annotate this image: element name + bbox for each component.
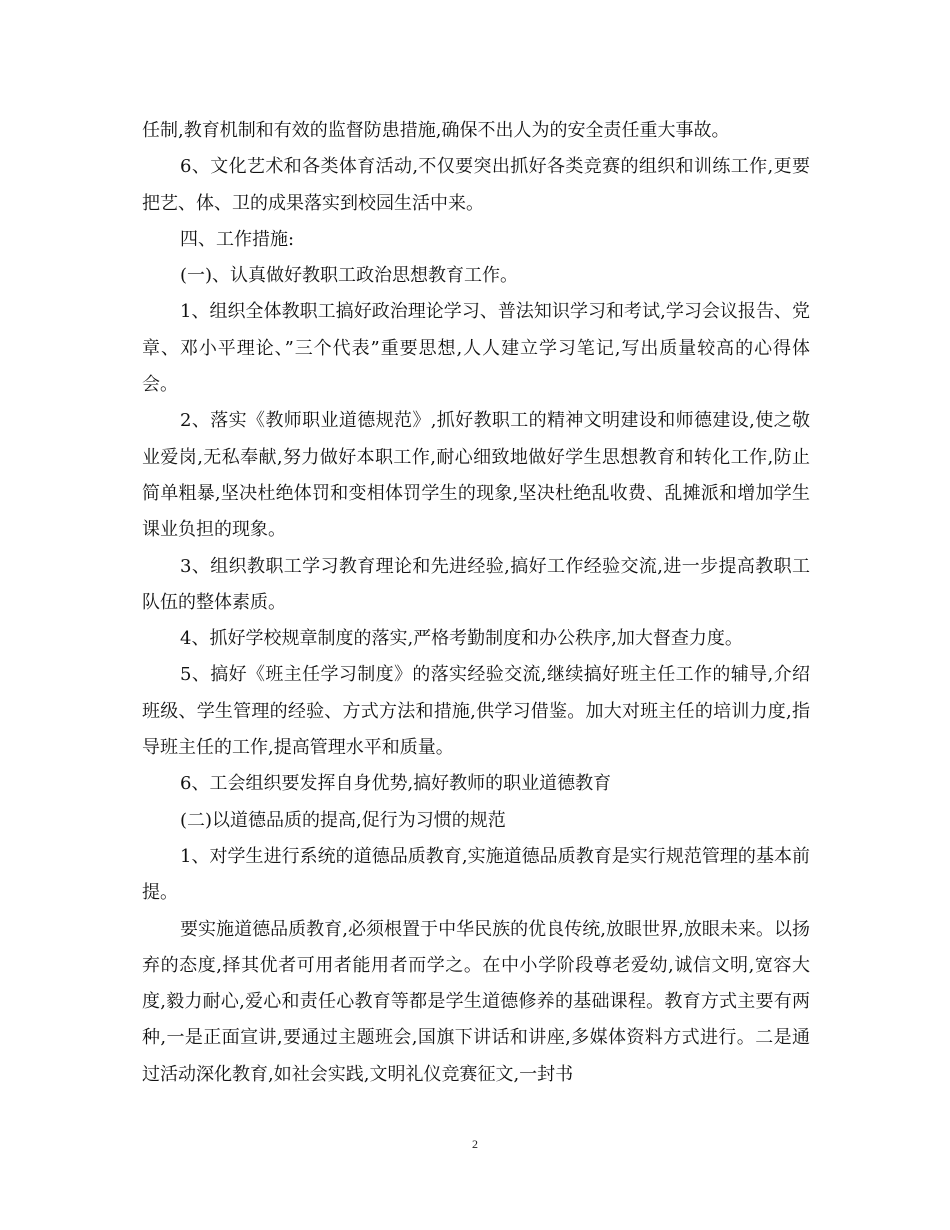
paragraph-2: 6、文化艺术和各类体育活动,不仅要突出抓好各类竞赛的组织和训练工作,更要把艺、体、卫的成果落实到校园生活中来。 <box>142 156 810 214</box>
paragraph-5: 1、组织全体教职工搞好政治理论学习、普法知识学习和考试,学习会议报告、党章、邓小平理论、”三个代表”重要思想,人人建立学习笔记,写出质量较高的心得体会。 <box>142 301 810 396</box>
page-number: 2 <box>472 1137 478 1151</box>
paragraph-9: 5、搞好《班主任学习制度》的落实经验交流,继续搞好班主任工作的辅导,介绍班级、学生管理的经验、方式方法和措施,供学习借鉴。加大对班主任的培训力度,指导班主任的工作,提高管理水平和质量。 <box>142 664 810 759</box>
paragraph-6: 2、落实《教师职业道德规范》,抓好教职工的精神文明建设和师德建设,使之敬业爱岗,无私奉献,努力做好本职工作,耐心细致地做好学生思想教育和转化工作,防止简单粗暴,坚决杜绝体罚和变相体罚学生的现象,坚决杜绝乱收费、乱摊派和增加学生课业负担的现象。 <box>142 410 810 541</box>
paragraph-7: 3、组织教职工学习教育理论和先进经验,搞好工作经验交流,进一步提高教职工队伍的整体素质。 <box>142 555 810 613</box>
paragraph-10: 6、工会组织要发挥自身优势,搞好教师的职业道德教育 <box>180 773 612 795</box>
paragraph-13: 要实施道德品质教育,必须根置于中华民族的优良传统,放眼世界,放眼未来。以扬弃的态度,择其优者可用者能用者而学之。在中小学阶段尊老爱幼,诚信文明,宽容大度,毅力耐心,爱心和责任心教育等都是学生道德修养的基础课程。教育方式主要有两种,一是正面宣讲,要通过主题班会,国旗下讲话和讲座,多媒体资料方式进行。二是通过活动深化教育,如社会实践,文明礼仪竞赛征文,一封书 <box>142 918 810 1085</box>
section-heading-work-measures: 四、工作措施: <box>180 228 295 250</box>
document-body <box>142 113 810 1093</box>
paragraph-8: 4、抓好学校规章制度的落实,严格考勤制度和办公秩序,加大督查力度。 <box>180 628 743 650</box>
subsection-heading-2: (二)以道德品质的提高,促行为习惯的规范 <box>180 809 506 831</box>
paragraph-1: 任制,教育机制和有效的监督防患措施,确保不出人为的安全责任重大事故。 <box>142 120 730 141</box>
paragraph-12: 1、对学生进行系统的道德品质教育,实施道德品质教育是实行规范管理的基本前提。 <box>142 845 810 904</box>
subsection-heading-1: (一)、认真做好教职工政治思想教育工作。 <box>180 265 519 287</box>
